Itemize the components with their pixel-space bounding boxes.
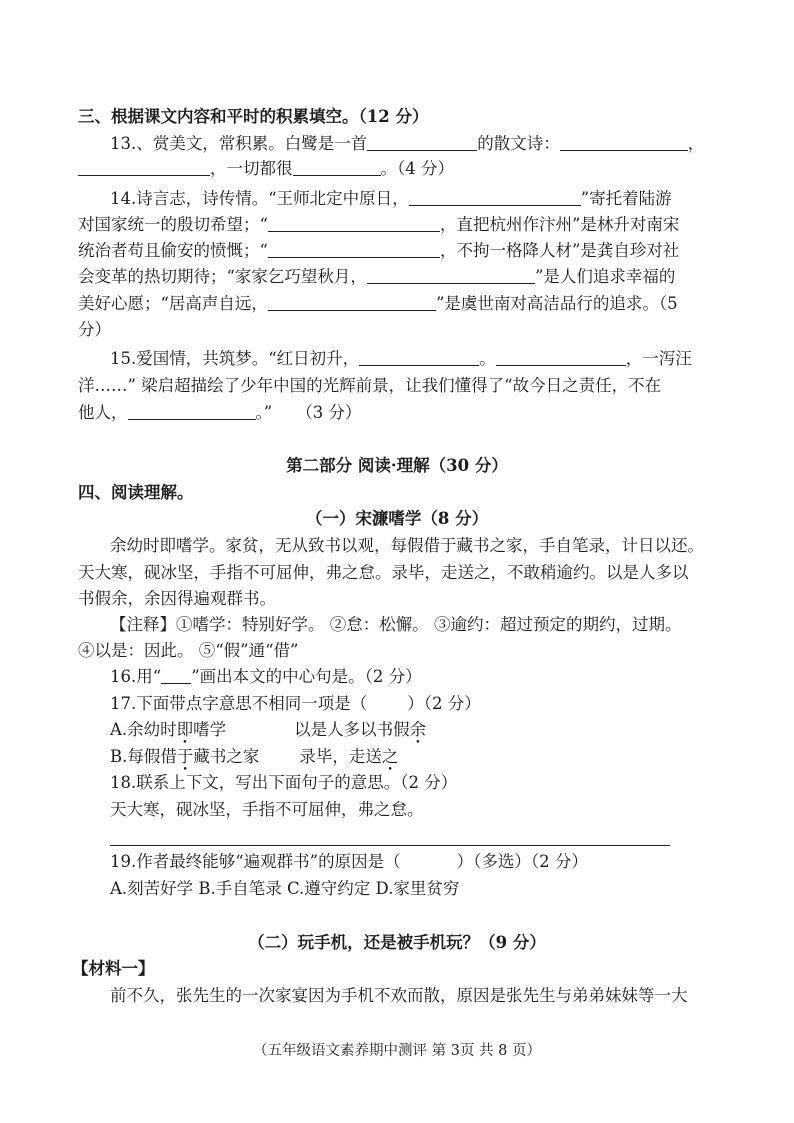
material-1-label: 【材料一】 [72,959,155,978]
q15-blank-1[interactable] [359,349,479,366]
q14-text-h: ”是人们追求幸福的 [534,267,676,286]
q15-text-a: 15.爱国情，共筑梦。“红日初升， [110,349,360,368]
option-b-dotted-char-1: 于 [176,747,194,766]
q15-text-b: 。 [479,349,496,368]
option-b-text-a: B.每假借 [110,747,177,766]
q14-blank-5[interactable] [268,294,436,311]
question-15-line1 [110,348,728,370]
option-a-text-b: 嗜学 [193,720,227,739]
q13-blank-4[interactable] [293,159,381,176]
q14-text-c: 对国家统一的殷切希望；“ [78,215,268,234]
q14-text-g: 会变革的热切期待；“家家乞巧望秋月， [78,267,367,286]
q14-blank-4[interactable] [367,267,535,284]
passage1-notes-line2: ④以是：因此。 ⑤“假”通“借” [78,641,299,660]
q16-text-b: ”画出本文的中心句是。（2 分） [191,667,422,686]
q13-text-d: ，一切都很 [210,159,293,178]
q13-text-a: 13.、赏美文，常积累。白鹭是一首 [110,134,368,153]
q14-text-f: ，不拘一格降人材”是龚自珍对社 [439,241,680,260]
passage1-line: 余幼时即嗜学。家贫，无从致书以观，每假借于藏书之家，手自笔录，计日以还。 [110,536,704,555]
q16-underline-sample [161,667,191,684]
q14-text-a: 14.诗言志，诗传情。“王师北定中原日， [110,189,409,208]
passage1-line: 天大寒，砚冰坚，手指不可屈伸，弗之怠。录毕，走送之，不敢稍逾约。以是人多以 [78,563,689,582]
q14-blank-3[interactable] [268,241,440,258]
question-15-line2: 洋……” 梁启超描绘了少年中国的光辉前景，让我们懂得了“故今日之责任，不在 [78,376,662,395]
passage2-title: （二）玩手机，还是被手机玩？（9 分） [248,933,546,952]
q17-option-a [110,719,728,741]
option-a-text-a: A.余幼时 [110,720,177,739]
material-1-line1: 前不久，张先生的一次家宴因为手机不欢而散，原因是张先生与弟弟妹妹等一大 [110,986,688,1005]
q14-blank-2[interactable] [268,215,440,232]
q14-text-b: ”寄托着陆游 [580,189,672,208]
question-14-line2 [78,214,728,236]
question-14-line3 [78,240,728,262]
q13-blank-1[interactable] [367,134,477,151]
q17-option-b [110,746,728,768]
q14-text-i: 美好心愿；“居高声自远， [78,294,268,313]
page-footer: （五年级语文素养期中测评 第 3页 共 8 页） [253,1043,541,1059]
q15-text-f: 。” [255,403,273,422]
q15-score: （3 分） [296,403,362,422]
option-a-dotted-char-2: 余 [409,720,427,739]
q16-text-a: 16.用“ [110,667,162,686]
question-14-line6: 分） [78,320,111,339]
question-18: 18.联系上下文，写出下面句子的意思。（2 分） [110,773,458,792]
option-a-text-c: 以是人多以书假 [294,720,410,739]
q13-blank-3[interactable] [78,159,210,176]
q13-blank-2[interactable] [560,134,688,151]
q15-blank-3[interactable] [128,403,256,420]
q14-text-e: 统治者苟且偷安的愤慨；“ [78,241,268,260]
passage1-line: 书假余，余因得遍观群书。 [78,589,276,608]
part2-heading: 第二部分 阅读·理解（30 分） [286,456,508,475]
q19-text-a: 19.作者最终能够“遍观群书”的原因是（ [110,852,401,871]
q19-options: A.刻苦好学 B.手自笔录 C.遵守约定 D.家里贫穷 [110,879,460,898]
section3-heading: 三、根据课文内容和平时的积累填空。（12 分） [78,107,429,126]
q15-text-c: ，一泻汪 [625,349,692,368]
q19-text-b: ）（多选）（2 分） [456,852,588,871]
question-13-line2 [78,158,728,180]
q15-text-e: 他人， [78,403,128,422]
question-15-line3 [78,402,728,424]
q15-blank-2[interactable] [496,349,626,366]
q17-text-b: ）（2 分） [407,694,481,713]
q18-sentence: 天大寒，砚冰坚，手指不可屈伸，弗之怠。 [110,800,424,819]
option-b-text-c: 录毕，走送 [299,747,382,766]
q14-text-d: ，直把杭州作汴州”是林升对南宋 [439,215,680,234]
option-b-dotted-char-2: 之 [381,747,399,766]
question-13-line1 [110,133,728,155]
q14-text-j: ”是虞世南对高洁品行的追求。（5 [435,294,678,313]
question-14-line5 [78,293,728,315]
q13-text-e: 。（4 分） [380,159,454,178]
question-16 [110,666,728,688]
question-19 [110,851,728,873]
q13-text-c: ， [687,134,705,153]
option-b-text-b: 藏书之家 [193,747,260,766]
question-14-line1 [110,188,728,210]
q17-text-a: 17.下面带点字意思不相同一项是（ [110,694,368,713]
section4-heading: 四、阅读理解。 [78,483,194,502]
option-a-dotted-char-1: 即 [176,720,194,739]
question-14-line4 [78,266,728,288]
passage1-title: （一）宋濂嗜学（8 分） [305,509,489,528]
passage1-notes-line1: 【注释】①嗜学：特别好学。 ②怠：松懈。 ③逾约：超过预定的期约，过期。 [110,615,682,634]
question-17 [110,693,728,715]
q14-blank-1[interactable] [409,189,581,206]
q18-answer-line[interactable] [110,845,670,846]
q13-text-b: 的散文诗： [477,134,560,153]
